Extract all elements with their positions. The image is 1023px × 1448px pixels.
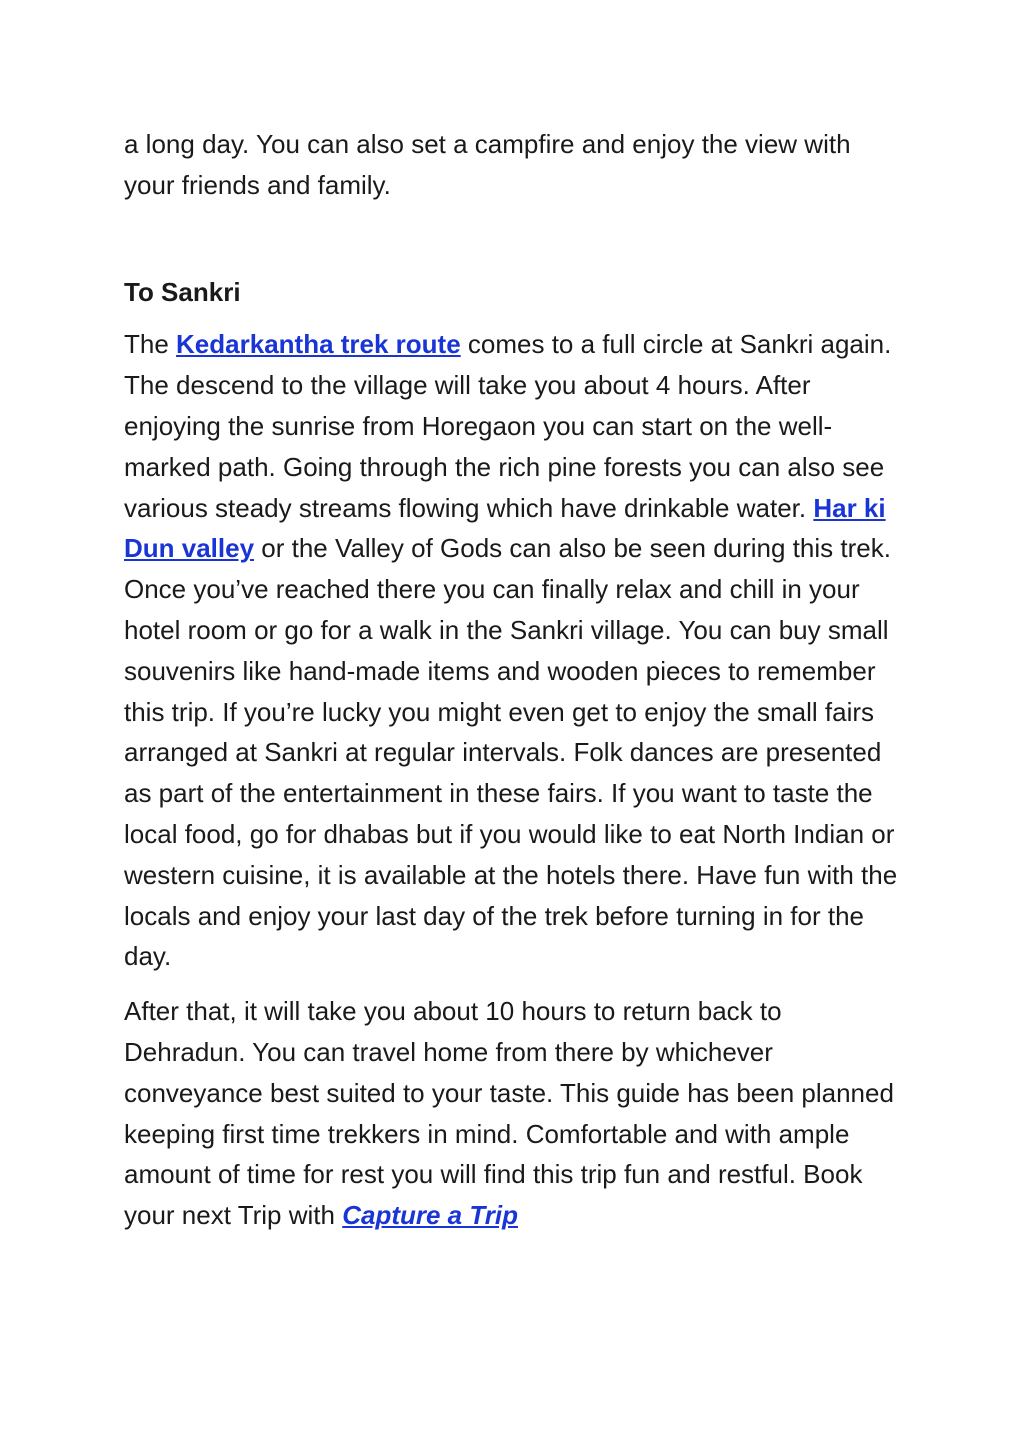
section-heading: To Sankri — [124, 276, 241, 307]
paragraph-1-closing-text: or the Valley of Gods can also be seen during this trek. Once you’ve reached there you can finally relax and chill in your hotel room or go for a walk in the Sankri village. You can buy small souvenirs like hand-made items and wooden pieces to remember this trip. If you’re lucky you might even get to enjoy the small fairs arranged at Sankri at regular intervals. Folk dances are presented as part of the entertainment in these fairs. If you want to taste the local food, go for dhabas but if you would like to eat North Indian or western cuisine, it is available at the hotels there. Have fun with the locals and enjoy your last day of the trek before turning in for the day. — [124, 533, 898, 972]
paragraph-2-text: After that, it will take you about 10 hours to return back to Dehradun. You can travel home from there by whichever conveyance best suited to your taste. This guide has been planned keeping first time trekkers in mind. Comfortable and with ample amount of time for rest you will find this trip fun and restful. Book your next Trip with — [124, 996, 894, 1231]
body-paragraph-2 — [124, 991, 904, 1236]
kedarkantha-trek-route-link[interactable]: Kedarkantha trek route — [176, 329, 461, 360]
paragraph-1-lead-text: The — [124, 329, 177, 360]
capture-a-trip-link[interactable]: Capture a Trip — [342, 1200, 518, 1231]
har-ki-dun-valley-link[interactable]: Har ki Dun valley — [124, 492, 886, 564]
paragraph-1-middle-text: comes to a full circle at Sankri again. The descend to the village will take you about 4 hours. After enjoying the sunrise from Horegaon you can start on the well-marked path. Going through the rich pine forests you can also see various steady streams flowing which have drinkable water. — [124, 329, 892, 523]
intro-paragraph: a long day. You can also set a campfire and enjoy the view with your friends and family. — [124, 129, 851, 200]
body-paragraph-1 — [124, 324, 904, 977]
document-page — [124, 124, 904, 1236]
